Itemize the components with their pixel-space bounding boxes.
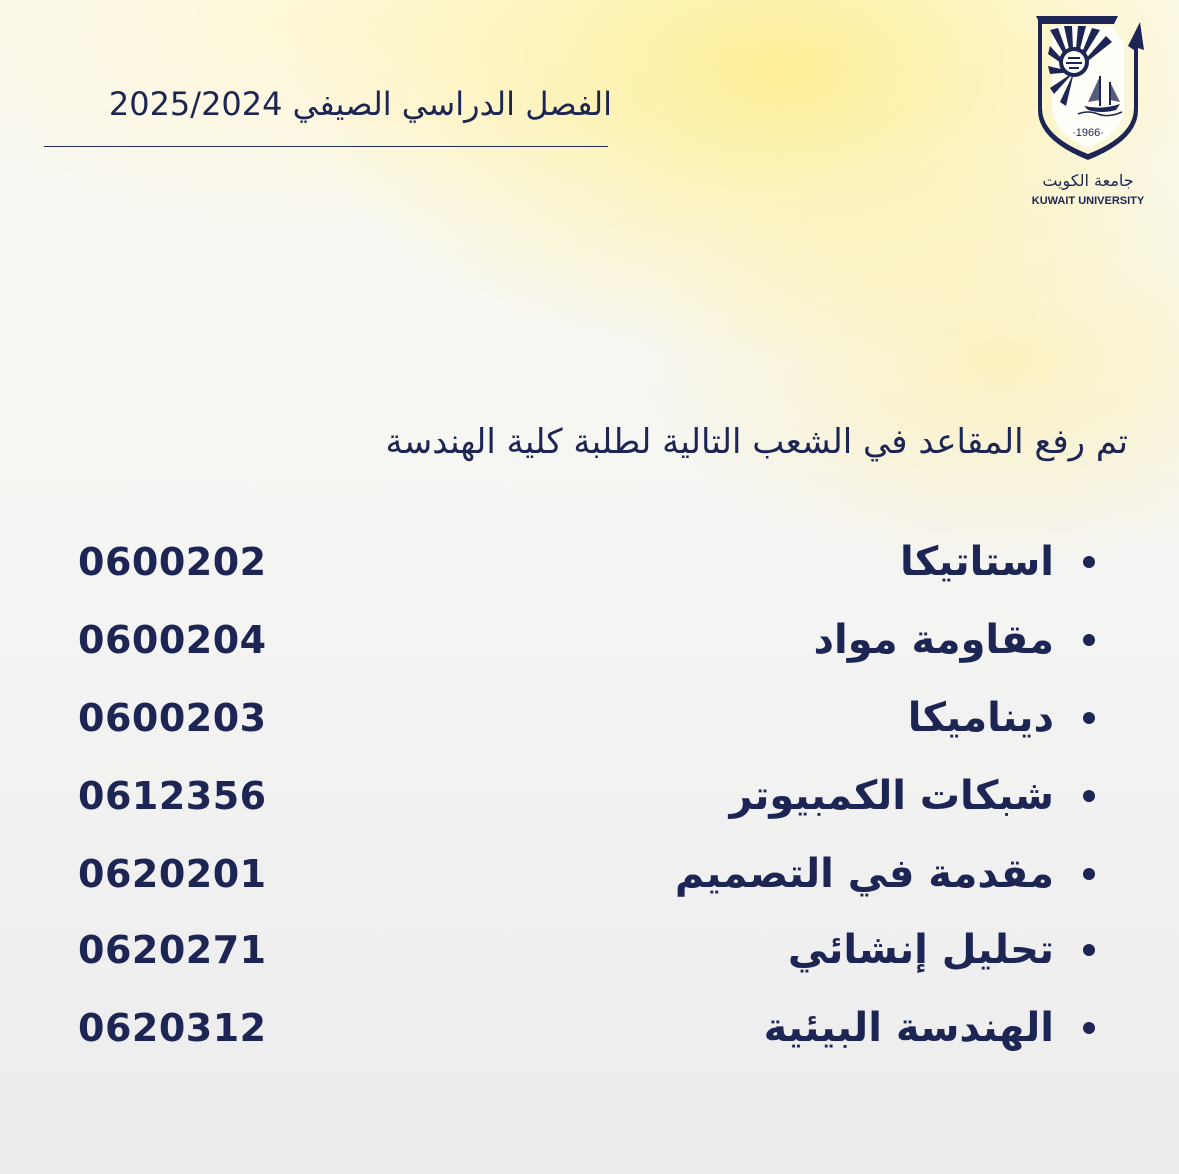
course-row — [70, 920, 1110, 980]
semester-title: الفصل الدراسي الصيفي 2025/2024 — [108, 85, 612, 123]
course-code: 0612356 — [78, 774, 267, 818]
bullet-icon — [1083, 1022, 1095, 1034]
course-code: 0620201 — [78, 852, 267, 896]
course-row — [70, 688, 1110, 748]
course-code: 0600204 — [78, 618, 267, 662]
course-name: شبكات الكمبيوتر — [729, 773, 1054, 819]
bullet-icon — [1083, 944, 1095, 956]
course-row — [70, 610, 1110, 670]
logo-year: 1966 — [1075, 127, 1101, 139]
university-emblem-icon — [1028, 10, 1148, 168]
header-divider — [44, 146, 608, 147]
bullet-icon — [1083, 868, 1095, 880]
announcement-text: تم رفع المقاعد في الشعب التالية لطلبة كلية الهندسة — [385, 422, 1128, 462]
course-name: ديناميكا — [907, 695, 1054, 741]
course-row — [70, 998, 1110, 1058]
course-code: 0620271 — [78, 928, 267, 972]
course-name: مقاومة مواد — [813, 617, 1054, 663]
course-code: 0600203 — [78, 696, 267, 740]
bullet-icon — [1083, 790, 1095, 802]
bullet-icon — [1083, 556, 1095, 568]
course-row — [70, 844, 1110, 904]
course-row — [70, 532, 1110, 592]
logo-english-name: KUWAIT UNIVERSITY — [1031, 195, 1145, 207]
course-code: 0620312 — [78, 1006, 267, 1050]
course-name: تحليل إنشائي — [787, 927, 1054, 973]
course-name: مقدمة في التصميم — [674, 851, 1054, 897]
kuwait-university-logo — [1028, 10, 1148, 206]
svg-text:·1966·: ·1966· — [1072, 127, 1104, 139]
course-code: 0600202 — [78, 540, 267, 584]
course-row — [70, 766, 1110, 826]
bullet-icon — [1083, 634, 1095, 646]
logo-arabic-name: جامعة الكويت — [1042, 171, 1134, 190]
course-name: استاتيكا — [899, 539, 1054, 585]
course-name: الهندسة البيئية — [763, 1005, 1054, 1051]
bullet-icon — [1083, 712, 1095, 724]
